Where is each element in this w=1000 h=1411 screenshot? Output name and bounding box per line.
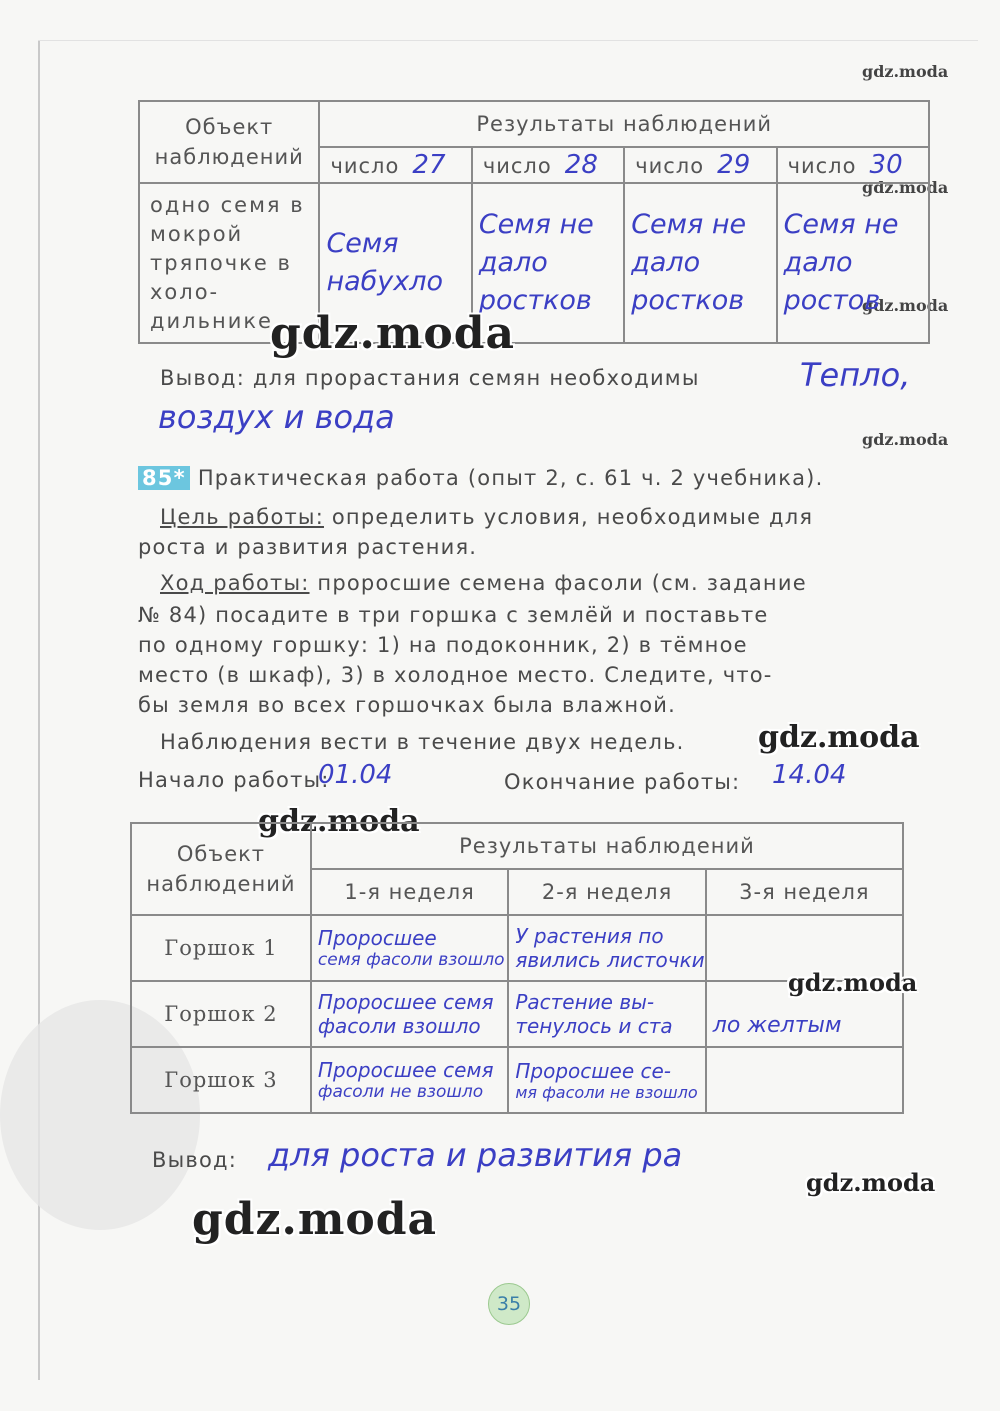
watermark-big: gdz.moda (270, 308, 516, 359)
observations-text: Наблюдения вести в течение двух недель. (160, 730, 685, 754)
table2-object-cell: Горшок 3 (131, 1047, 311, 1113)
watermark-big: gdz.moda (192, 1194, 438, 1245)
conclusion1-label: Вывод: для прорастания семян необходимы (160, 366, 700, 390)
table2-result-cell (706, 1047, 903, 1113)
start-value: 01.04 (318, 760, 393, 790)
page-number: 35 (488, 1283, 530, 1325)
conclusion2-answer: для роста и развития ра (268, 1136, 683, 1174)
table2-week-header: 1-я неделя (311, 869, 508, 915)
watermark-small: gdz.moda (862, 178, 949, 197)
table1-date-cell: число 29 (624, 147, 776, 183)
watermark-mid: gdz.moda (806, 1168, 936, 1197)
table2-header-object: Объект наблюдений (131, 823, 311, 915)
watermark-mid: gdz.moda (258, 804, 420, 839)
table2-header-results: Результаты наблюдений (311, 823, 903, 869)
table1-result-cell: Семя не дало ростов (777, 183, 929, 343)
task85-title-line (138, 466, 823, 490)
table1-date-cell: число 28 (472, 147, 624, 183)
table2-result-cell: Проросшее семя фасоли не взошло (311, 1047, 508, 1113)
task85-goal-line (160, 505, 813, 529)
table2-result-cell: У растения по явились листочки (508, 915, 705, 981)
table1-header-object: Объект наблюдений (139, 101, 319, 183)
goal-text-2: роста и развития растения. (138, 535, 478, 559)
procedure-label: Ход работы: (160, 571, 310, 595)
start-label: Начало работы: (138, 768, 330, 792)
procedure-text-4: место (в шкаф), 3) в холодное место. Следите, что- (138, 663, 773, 687)
table1-object-cell: одно семя в мокрой тряпочке в холо-дильнике (139, 183, 319, 343)
page-edge-top (38, 40, 978, 41)
conclusion1-answer-2: воздух и вода (158, 398, 395, 436)
table2-object-cell: Горшок 2 (131, 981, 311, 1047)
watermark-small: gdz.moda (862, 62, 949, 81)
end-label: Окончание работы: (504, 770, 741, 794)
watermark-small: gdz.moda (862, 430, 949, 449)
task-number-badge: 85* (138, 466, 190, 490)
table2-result-cell: Проросшее се- мя фасоли не взошло (508, 1047, 705, 1113)
table2-week-header: 3-я неделя (706, 869, 903, 915)
table1-date-cell: число 30 (777, 147, 929, 183)
procedure-text-2: № 84) посадите в три горшка с землёй и поставьте (138, 603, 769, 627)
watermark-mid: gdz.moda (788, 968, 918, 997)
conclusion1-answer-1: Тепло, (800, 356, 911, 394)
table1-result-cell: Семя не дало ростков (624, 183, 776, 343)
observation-table-1 (138, 100, 930, 344)
table2-week-header: 2-я неделя (508, 869, 705, 915)
table1-result-cell: Семя не дало ростков (472, 183, 624, 343)
table2-result-cell: Проросшее семя фасоли взошло (311, 981, 508, 1047)
table1-header-results: Результаты наблюдений (319, 101, 929, 147)
task85-title: Практическая работа (опыт 2, с. 61 ч. 2 учебника). (197, 466, 824, 490)
watermark-mid: gdz.moda (758, 720, 920, 755)
goal-text: определить условия, необходимые для (331, 505, 814, 529)
table2-result-cell: Растение вы- тенулось и ста (508, 981, 705, 1047)
table2-result-cell: Проросшее семя фасоли взошло (311, 915, 508, 981)
procedure-text-5: бы земля во всех горшочках была влажной. (138, 693, 677, 717)
procedure-text: проросшие семена фасоли (см. задание (317, 571, 807, 595)
table2-object-cell: Горшок 1 (131, 915, 311, 981)
end-value: 14.04 (772, 760, 847, 790)
procedure-line (160, 571, 807, 595)
goal-label: Цель работы: (160, 505, 324, 529)
watermark-small: gdz.moda (862, 296, 949, 315)
table1-result-cell: Семя набухло (319, 183, 471, 343)
conclusion2-label: Вывод: (152, 1148, 238, 1172)
table1-date-cell: число 27 (319, 147, 471, 183)
table2-result-cell: ло желтым (706, 981, 903, 1047)
procedure-text-3: по одному горшку: 1) на подоконник, 2) в тёмное (138, 633, 748, 657)
